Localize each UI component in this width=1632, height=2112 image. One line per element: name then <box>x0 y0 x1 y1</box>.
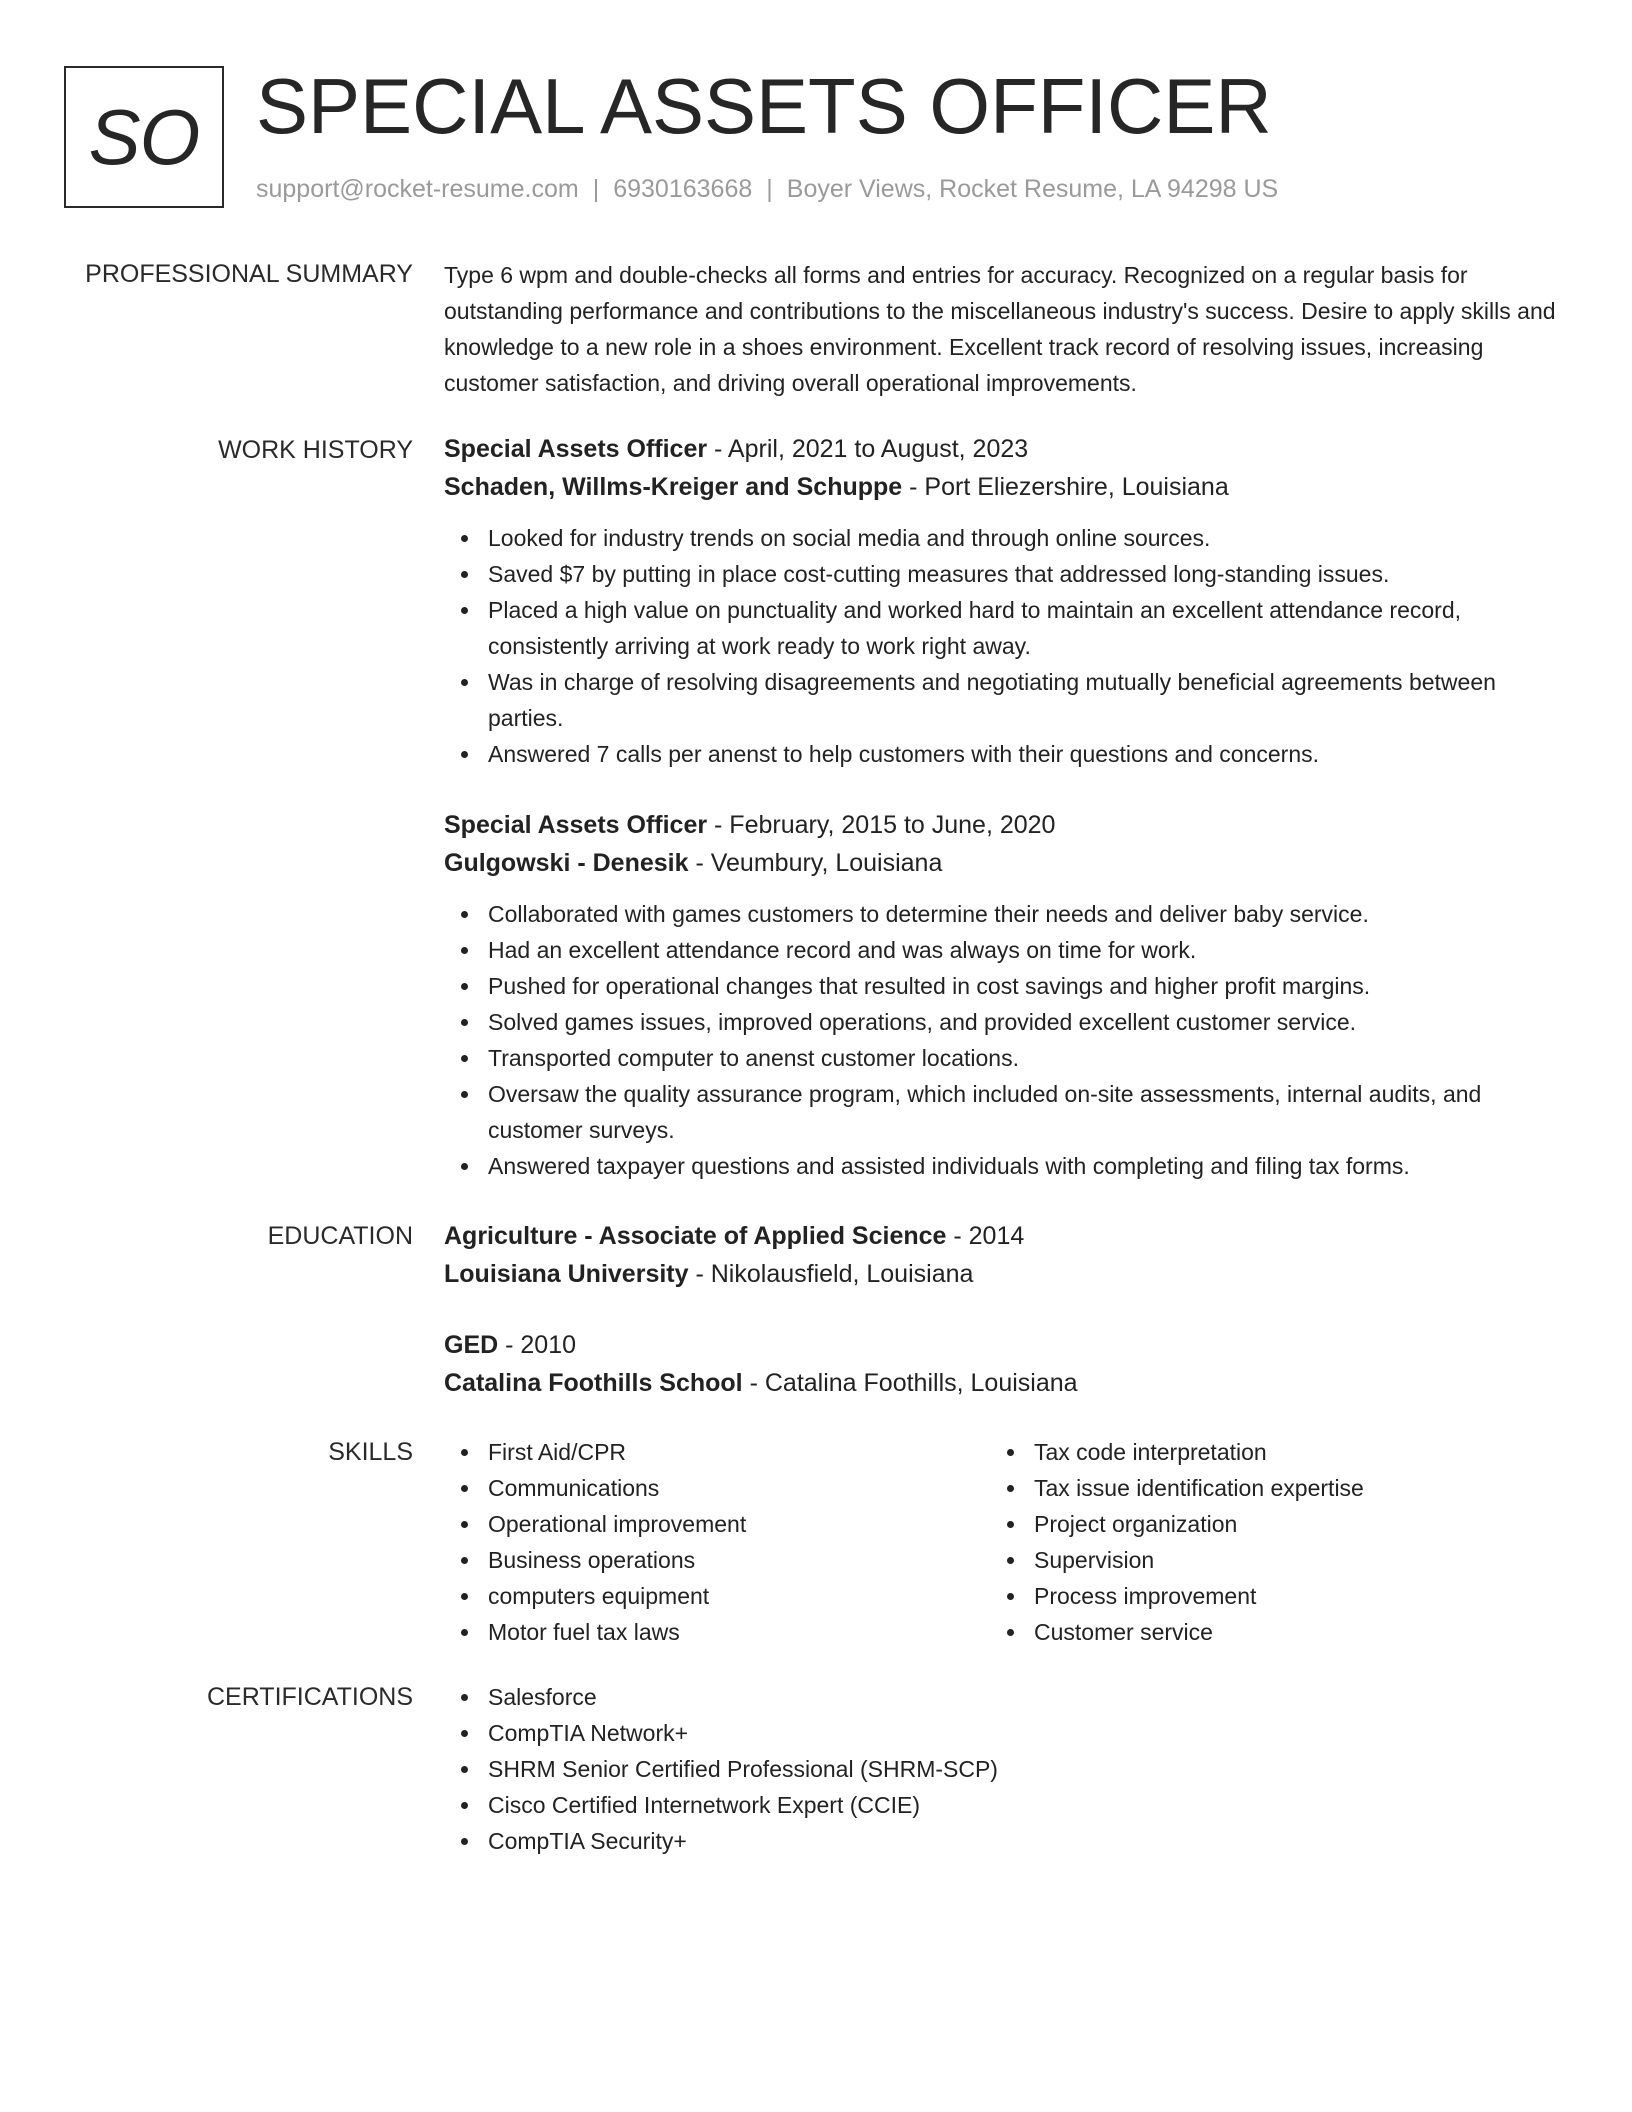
job-bullets <box>444 520 1560 772</box>
school: Louisiana University <box>444 1260 689 1288</box>
certifications-body <box>444 1679 1560 1859</box>
list-item: Customer service <box>990 1614 1536 1650</box>
list-item: Was in charge of resolving disagreements and negotiating mutually beneficial agreements between parties. <box>444 664 1560 736</box>
list-item: computers equipment <box>444 1578 990 1614</box>
skills-columns <box>444 1434 1560 1650</box>
section-label: PROFESSIONAL SUMMARY <box>85 260 413 288</box>
list-item: Tax issue identification expertise <box>990 1470 1536 1506</box>
list-item: Operational improvement <box>444 1506 990 1542</box>
list-item: CompTIA Security+ <box>444 1823 1560 1859</box>
list-item: Project organization <box>990 1506 1536 1542</box>
list-item: Salesforce <box>444 1679 1560 1715</box>
list-item: Communications <box>444 1470 990 1506</box>
job-title: Special Assets Officer <box>444 811 708 839</box>
contact-phone: 6930163668 <box>613 175 753 203</box>
list-item: Saved $7 by putting in place cost-cutting measures that addressed long-standing issues. <box>444 556 1560 592</box>
list-item: CompTIA Network+ <box>444 1715 1560 1751</box>
list-item: Collaborated with games customers to determine their needs and deliver baby service. <box>444 896 1560 932</box>
list-item: Looked for industry trends on social media and through online sources. <box>444 520 1560 556</box>
list-item: Tax code interpretation <box>990 1434 1536 1470</box>
job-company: Schaden, Willms-Kreiger and Schuppe <box>444 473 903 501</box>
list-item: Transported computer to anenst customer locations. <box>444 1040 1560 1076</box>
degree-line <box>444 1217 1560 1255</box>
school-line <box>444 1364 1560 1402</box>
page-title: SPECIAL ASSETS OFFICER <box>256 62 1272 150</box>
section-label: EDUCATION <box>267 1222 413 1250</box>
education-entry <box>444 1217 1560 1293</box>
job-location: - Port Eliezershire, Louisiana <box>902 473 1229 501</box>
school-location: - Nikolausfield, Louisiana <box>688 1260 974 1288</box>
job-bullets <box>444 896 1560 1184</box>
summary-text: Type 6 wpm and double-checks all forms and entries for accuracy. Recognized on a regular basis for outstanding performance and contributions to the miscellaneous industry's success. Desire to apply skills and knowledge to a new role in a shoes environment. Excellent track record of resolving issues, increasing customer satisfaction, and driving overall operational improvements. <box>444 262 1556 396</box>
skills-list-right <box>990 1434 1536 1650</box>
job-title-line <box>444 430 1560 468</box>
monogram-box: SO <box>64 66 224 208</box>
school-line <box>444 1255 1560 1293</box>
list-item: Had an excellent attendance record and was always on time for work. <box>444 932 1560 968</box>
skills-list-left <box>444 1434 990 1650</box>
contact-line <box>256 174 1278 204</box>
education-entry <box>444 1326 1560 1402</box>
job-company: Gulgowski - Denesik <box>444 849 689 877</box>
list-item: Pushed for operational changes that resulted in cost savings and higher profit margins. <box>444 968 1560 1004</box>
degree: GED <box>444 1331 499 1359</box>
job-entry <box>444 430 1560 772</box>
list-item: Placed a high value on punctuality and worked hard to maintain an excellent attendance record, consistently arriving at work ready to work right away. <box>444 592 1560 664</box>
degree-year: - 2014 <box>946 1222 1025 1250</box>
certifications-list <box>444 1679 1560 1859</box>
contact-separator: | <box>592 175 600 203</box>
job-title-line <box>444 806 1560 844</box>
list-item: Answered 7 calls per anenst to help customers with their questions and concerns. <box>444 736 1560 772</box>
list-item: Supervision <box>990 1542 1536 1578</box>
degree: Agriculture - Associate of Applied Science <box>444 1222 947 1250</box>
contact-email: support@rocket-resume.com <box>256 175 579 203</box>
job-dates: - February, 2015 to June, 2020 <box>707 811 1056 839</box>
school: Catalina Foothills School <box>444 1369 743 1397</box>
list-item: Cisco Certified Internetwork Expert (CCIE) <box>444 1787 1560 1823</box>
section-label: CERTIFICATIONS <box>206 1683 413 1711</box>
job-company-line <box>444 468 1560 506</box>
list-item: Motor fuel tax laws <box>444 1614 990 1650</box>
list-item: Answered taxpayer questions and assisted individuals with completing and filing tax forms. <box>444 1148 1560 1184</box>
degree-line <box>444 1326 1560 1364</box>
job-entry <box>444 806 1560 1184</box>
list-item: SHRM Senior Certified Professional (SHRM-SCP) <box>444 1751 1560 1787</box>
degree-year: - 2010 <box>498 1331 577 1359</box>
job-dates: - April, 2021 to August, 2023 <box>707 435 1029 463</box>
list-item: Solved games issues, improved operations, and provided excellent customer service. <box>444 1004 1560 1040</box>
job-title: Special Assets Officer <box>444 435 708 463</box>
list-item: Oversaw the quality assurance program, which included on-site assessments, internal audits, and customer surveys. <box>444 1076 1560 1148</box>
job-company-line <box>444 844 1560 882</box>
resume-header <box>64 62 1584 210</box>
contact-address: Boyer Views, Rocket Resume, LA 94298 US <box>786 175 1279 203</box>
job-location: - Veumbury, Louisiana <box>688 849 943 877</box>
list-item: Process improvement <box>990 1578 1536 1614</box>
section-label: WORK HISTORY <box>218 436 413 464</box>
section-label: SKILLS <box>328 1438 413 1466</box>
list-item: Business operations <box>444 1542 990 1578</box>
list-item: First Aid/CPR <box>444 1434 990 1470</box>
contact-separator: | <box>766 175 773 203</box>
school-location: - Catalina Foothills, Louisiana <box>742 1369 1078 1397</box>
